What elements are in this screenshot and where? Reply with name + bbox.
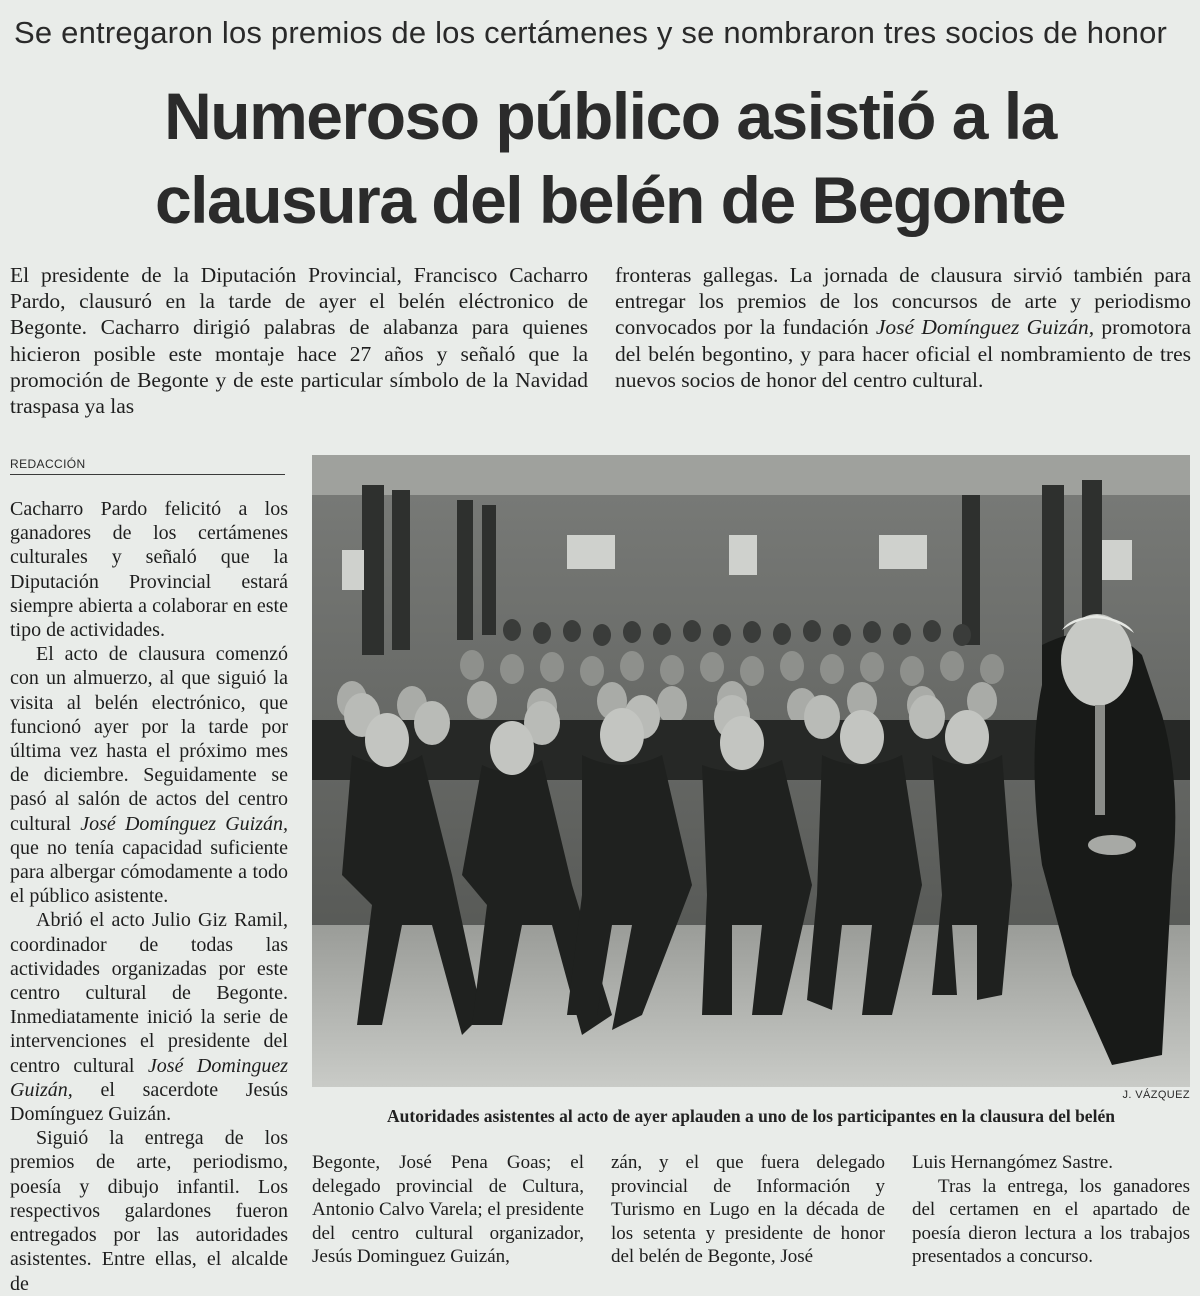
headline-line-2: clausura del belén de Begonte xyxy=(154,163,1066,237)
audience-photo-illustration xyxy=(312,455,1190,1087)
lead-right-text-b: promotora del belén begontino, y para hacer oficial el nombramiento de tres nuevos socios de honor del centro cultural. xyxy=(615,315,1191,392)
photo-credit: J. VÁZQUEZ xyxy=(1122,1089,1190,1101)
lead-right-foundation-name: José Domínguez Guizán, xyxy=(875,315,1095,340)
bottom-col2-text: zán, y el que fuera delegado provincial de Información y Turismo en Lugo en la década de los setenta y presidente de honor del belén de Begonte, José xyxy=(611,1152,885,1268)
body-p3-center-name: José Dominguez Guizán, xyxy=(10,1054,288,1101)
body-p2-text-b: que no tenía capacidad suficiente para albergar cómodamente a todo el público asistente. xyxy=(10,836,288,908)
body-paragraph-2 xyxy=(10,642,288,908)
body-p2-text-a: El acto de clausura comenzó con un almuerzo, al que siguió la visita al belén electrónico, que funcionó ayer por la tarde por última vez hasta el próximo mes de diciembre. Seguidamente se pasó al salón de actos del centro cultural xyxy=(10,643,288,835)
bottom-col3-para-2: Tras la entrega, los ganadores del certamen en el apartado de poesía dieron lectura a los trabajos presentados a concurso. xyxy=(912,1175,1190,1268)
bottom-col1-text: Begonte, José Pena Goas; el delegado provincial de Cultura, Antonio Calvo Varela; el presidente del centro cultural organizador, Jesús Dominguez Guizán, xyxy=(312,1152,584,1268)
headline-line-1: Numeroso público asistió a la xyxy=(164,79,1056,153)
bottom-column-3 xyxy=(912,1151,1190,1269)
lead-right-text-a: fronteras gallegas. La jornada de clausura sirvió también para entregar los premios de los concursos de arte y periodismo convocados por la fundación xyxy=(615,263,1191,340)
lead-paragraph-left: El presidente de la Diputación Provincial, Francisco Cacharro Pardo, clausuró en la tarde de ayer el belén eléctronico de Begonte. Cacharro dirigió palabras de alabanza para quienes hicieron posible este montaje hace 27 años y señaló que la promoción de Begonte y de este particular símbolo de la Navidad traspasa ya las xyxy=(10,263,588,419)
body-column xyxy=(10,497,288,1296)
lead-paragraph-right xyxy=(615,262,1191,393)
body-paragraph-1: Cacharro Pardo felicitó a los ganadores de los certámenes culturales y señaló que la Diputación Provincial estará siempre abierta a colaborar en este tipo de actividades. xyxy=(10,498,288,642)
body-paragraph-3 xyxy=(10,908,288,1126)
bottom-col3-para-1: Luis Hernangómez Sastre. xyxy=(912,1152,1114,1173)
body-p2-center-name: José Domínguez Guizán, xyxy=(80,812,288,835)
article-kicker: Se entregaron los premios de los certámenes y se nombraron tres socios de honor xyxy=(14,15,1168,50)
news-photo xyxy=(312,455,1190,1087)
body-p3-text-a: Abrió el acto Julio Giz Ramil, coordinador de todas las actividades organizadas por este centro cultural de Begonte. Inmediatamente inició la serie de intervenciones el presidente del centro cultural xyxy=(10,909,288,1077)
byline: REDACCIÓN xyxy=(10,457,285,475)
body-p3-text-b: el sacerdote Jesús Domínguez Guizán. xyxy=(10,1078,288,1126)
photo-caption: Autoridades asistentes al acto de ayer aplauden a uno de los participantes en la clausura del belén xyxy=(387,1106,1115,1126)
bottom-column-2 xyxy=(611,1151,885,1269)
article-headline xyxy=(60,74,1160,242)
body-paragraph-4: Siguió la entrega de los premios de arte, periodismo, poesía y dibujo infantil. Los respectivos galardones fueron entregados por las autoridades asistentes. Entre ellas, el alcalde de xyxy=(10,1127,288,1295)
bottom-column-1 xyxy=(312,1151,584,1269)
